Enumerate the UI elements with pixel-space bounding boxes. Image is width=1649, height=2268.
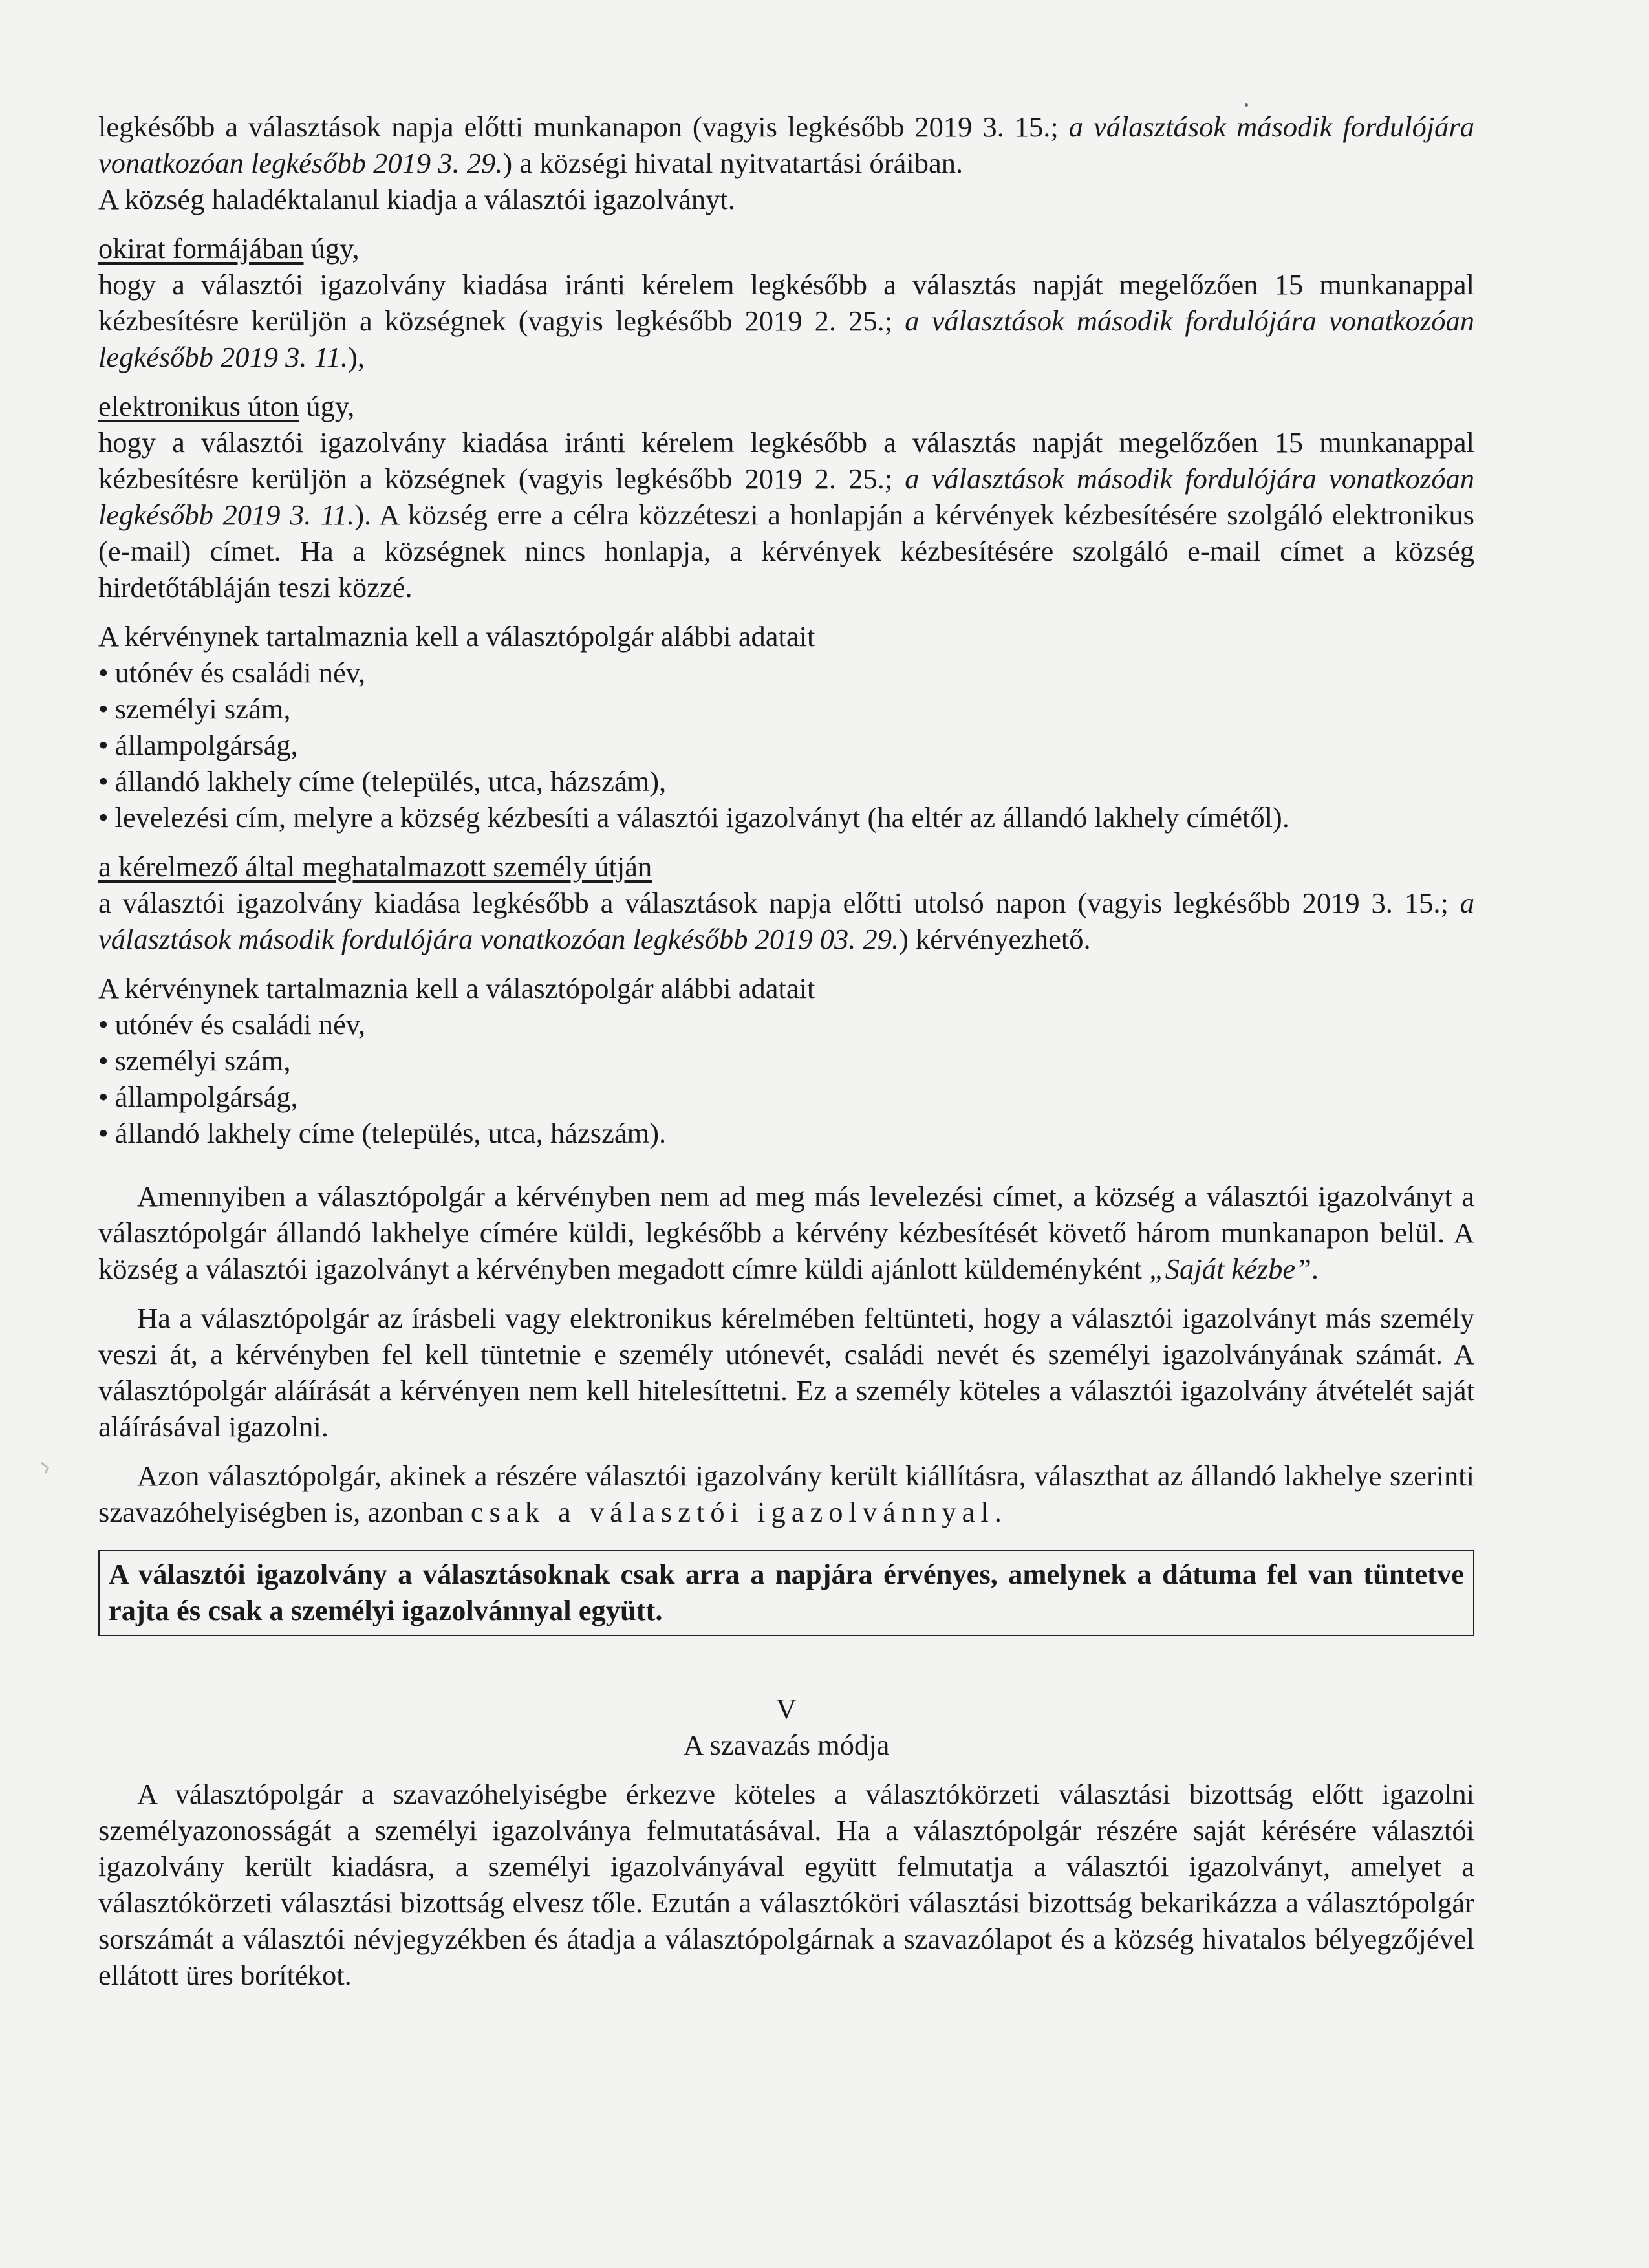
italic-note: a választások második fordulójára vonatkozóan legkésőbb 2019 3. 29.: [98, 111, 1475, 179]
paragraph-text: .: [1311, 1253, 1319, 1285]
scan-mark: [39, 1460, 57, 1478]
italic-note: a választások második fordulójára vonatkozóan legkésőbb 2019 03. 29.: [98, 887, 1474, 955]
list-item: • utónév és családi név,: [98, 654, 1474, 691]
notice-text: A választói igazolvány a választásoknak csak arra a napjára érvényes, amelynek a dátuma fel van tüntetve rajta és csak a személyi igazolvánnyal együtt.: [109, 1558, 1464, 1626]
subheading-written-form: [98, 230, 1474, 266]
underlined-heading: a kérelmező által meghatalmazott személy útján: [98, 850, 652, 883]
underlined-heading: okirat formájában: [98, 232, 304, 265]
italic-note: a választások második fordulójára vonatkozóan legkésőbb 2019 3. 11.: [98, 305, 1474, 373]
scan-speck: [1245, 103, 1248, 107]
list-item: • állampolgárság,: [98, 1079, 1474, 1115]
spaced-emphasis: csak a választói igazolvánnyal.: [470, 1496, 1008, 1528]
paragraph-other-person: Ha a választópolgár az írásbeli vagy elektronikus kérelmében feltünteti, hogy a választói igazolványt más személy veszi át, a kérvényben fel kell tüntetnie e személy utónevét, családi nevét és személyi igazolványának számát. A választópolgár aláírását a kérvényen nem kell hitelesíttetni. Ez a személy köteles a választói igazolvány átvételét saját aláírásával igazolni.: [98, 1302, 1474, 1443]
validity-notice-box: [98, 1550, 1474, 1636]
required-data-list: [98, 654, 1474, 836]
paragraph-text: Azon választópolgár, akinek a részére választói igazolvány került kiállításra, választhat az állandó lakhelye szerinti szavazóhelyiségben is, azonban: [98, 1460, 1474, 1528]
required-data-list-proxy: [98, 1006, 1474, 1151]
paragraph-voting-procedure: A választópolgár a szavazóhelyiségbe érkezve köteles a választókörzeti választási bizottság előtt igazolni személyazonosságát a személyi igazolványa felmutatásával. Ha a választópolgár részére saját kérésére választói igazolvány került kiadásra, a személyi igazolványával együtt felmutatja a választói igazolványt, amelyet a választókörzeti választási bizottság elvesz tőle. Ezután a választóköri választási bizottság bekarikázza a választópolgár sorszámát a választói névjegyzékben és átadja a választópolgárnak a szavazólapot és a község hivatalos bélyegzőjével ellátott üres borítékot.: [98, 1778, 1474, 1991]
section-title: A szavazás módja: [683, 1729, 890, 1761]
paragraph-written-form: [98, 266, 1474, 375]
paragraph-line: A község haladéktalanul kiadja a választói igazolványt.: [98, 183, 735, 215]
paragraph-text: legkésőbb a választások napja előtti munkanapon (vagyis legkésőbb 2019 3. 15.;: [98, 111, 1069, 143]
list-item: • állandó lakhely címe (település, utca, házszám).: [98, 1115, 1474, 1151]
italic-note: a választások második fordulójára vonatkozóan legkésőbb 2019 3. 11.: [98, 462, 1474, 531]
underlined-heading: elektronikus úton: [98, 390, 299, 422]
list-item: • személyi szám,: [98, 691, 1474, 727]
paragraph-text: ),: [348, 341, 365, 373]
list-item: • személyi szám,: [98, 1042, 1474, 1079]
paragraph-text: ). A község erre a célra közzéteszi a honlapján a kérvények kézbesítésére szolgáló elektronikus (e-mail) címet. Ha a községnek nincs honlapja, a kérvények kézbesítésére szolgáló e-mail címet a község hirdetőtábláján teszi közzé.: [98, 499, 1475, 603]
heading-tail: úgy,: [299, 390, 355, 422]
paragraph-deadline: [98, 109, 1474, 181]
paragraph-text: hogy a választói igazolvány kiadása iránti kérelem legkésőbb a választás napját megelőzően 15 munkanappal kézbesítésre kerüljön a községnek (vagyis legkésőbb 2019 2. 25.;: [98, 426, 1474, 495]
paragraph-text: a választói igazolvány kiadása legkésőbb a választások napja előtti utolsó napon (vagyis legkésőbb 2019 3. 15.;: [98, 887, 1460, 919]
heading-tail: úgy,: [303, 232, 360, 265]
list-item: • levelezési cím, melyre a község kézbesíti a választói igazolványt (ha eltér az állandó lakhely címétől).: [98, 799, 1474, 836]
list-item: • állampolgárság,: [98, 727, 1474, 763]
paragraph-text: hogy a választói igazolvány kiadása iránti kérelem legkésőbb a választás napját megelőzően 15 munkanappal kézbesítésre kerüljön a községnek (vagyis legkésőbb 2019 2. 25.;: [98, 268, 1474, 337]
paragraph-text: ) a községi hivatal nyitvatartási óráiban.: [502, 147, 964, 179]
list-item: • utónév és családi név,: [98, 1006, 1474, 1042]
paragraph-polling-place: [98, 1458, 1474, 1530]
paragraph-electronic: [98, 424, 1474, 605]
section-number: V: [775, 1692, 797, 1725]
paragraph-text: Amennyiben a választópolgár a kérvényben nem ad meg más levelezési címet, a község a választói igazolványt a választópolgár állandó lakhelye címére küldi, legkésőbb a kérvény kézbesítését követő három munkanapon belül. A község a választói igazolványt a kérvényben megadott címre küldi ajánlott küldeményként: [98, 1180, 1474, 1285]
list-item: • állandó lakhely címe (település, utca, házszám),: [98, 763, 1474, 799]
subheading-proxy: [98, 848, 1474, 885]
list-intro: A kérvénynek tartalmaznia kell a választópolgár alábbi adatait: [98, 620, 815, 653]
paragraph-proxy: [98, 885, 1474, 957]
paragraph-text: ) kérvényezhető.: [899, 923, 1091, 955]
italic-note: „Saját kézbe”: [1148, 1253, 1311, 1285]
paragraph-delivery: [98, 1178, 1474, 1287]
list-intro: A kérvénynek tartalmaznia kell a választópolgár alábbi adatait: [98, 972, 815, 1004]
subheading-electronic: [98, 388, 1474, 424]
